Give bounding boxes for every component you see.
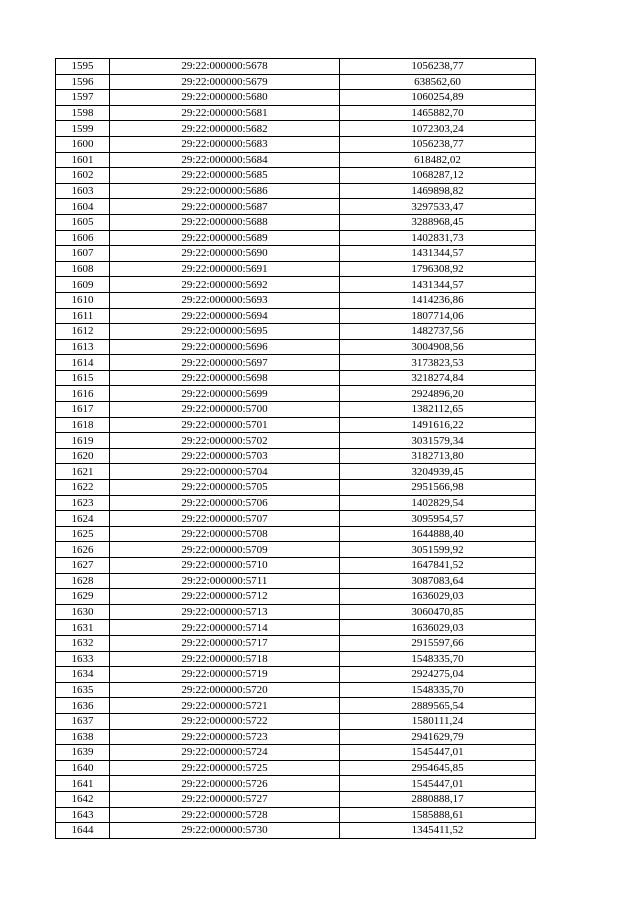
table-row [56, 168, 536, 184]
cadastral-number-cell: 29:22:000000:5703 [110, 448, 340, 464]
cadastral-number-cell: 29:22:000000:5702 [110, 433, 340, 449]
data-table-container [55, 58, 535, 839]
cadastral-number-cell: 29:22:000000:5696 [110, 339, 340, 355]
row-number-cell: 1640 [56, 760, 110, 776]
value-cell: 1796308,92 [340, 261, 536, 277]
row-number-cell: 1619 [56, 433, 110, 449]
row-number-cell: 1637 [56, 713, 110, 729]
row-number-cell: 1597 [56, 90, 110, 106]
value-cell: 1060254,89 [340, 90, 536, 106]
value-cell: 3182713,80 [340, 448, 536, 464]
table-row [56, 573, 536, 589]
table-row [56, 105, 536, 121]
table-row [56, 823, 536, 839]
row-number-cell: 1598 [56, 105, 110, 121]
value-cell: 1431344,57 [340, 246, 536, 262]
table-row [56, 635, 536, 651]
value-cell: 1636029,03 [340, 589, 536, 605]
row-number-cell: 1641 [56, 776, 110, 792]
value-cell: 3004908,56 [340, 339, 536, 355]
cadastral-number-cell: 29:22:000000:5695 [110, 324, 340, 340]
table-row [56, 495, 536, 511]
table-row [56, 713, 536, 729]
row-number-cell: 1621 [56, 464, 110, 480]
table-row [56, 308, 536, 324]
table-row [56, 651, 536, 667]
table-row [56, 90, 536, 106]
row-number-cell: 1617 [56, 402, 110, 418]
table-row [56, 620, 536, 636]
table-row [56, 667, 536, 683]
table-row [56, 760, 536, 776]
table-row [56, 542, 536, 558]
value-cell: 3060470,85 [340, 604, 536, 620]
cadastral-number-cell: 29:22:000000:5699 [110, 386, 340, 402]
table-row [56, 152, 536, 168]
row-number-cell: 1627 [56, 558, 110, 574]
table-body [56, 59, 536, 839]
row-number-cell: 1620 [56, 448, 110, 464]
row-number-cell: 1632 [56, 635, 110, 651]
value-cell: 3297533,47 [340, 199, 536, 215]
cadastral-number-cell: 29:22:000000:5722 [110, 713, 340, 729]
row-number-cell: 1644 [56, 823, 110, 839]
value-cell: 1345411,52 [340, 823, 536, 839]
table-row [56, 807, 536, 823]
row-number-cell: 1611 [56, 308, 110, 324]
value-cell: 1548335,70 [340, 682, 536, 698]
table-row [56, 292, 536, 308]
row-number-cell: 1607 [56, 246, 110, 262]
table-row [56, 74, 536, 90]
cadastral-number-cell: 29:22:000000:5712 [110, 589, 340, 605]
row-number-cell: 1600 [56, 136, 110, 152]
cadastral-number-cell: 29:22:000000:5725 [110, 760, 340, 776]
cadastral-number-cell: 29:22:000000:5680 [110, 90, 340, 106]
value-cell: 1072303,24 [340, 121, 536, 137]
cadastral-number-cell: 29:22:000000:5714 [110, 620, 340, 636]
value-cell: 2880888,17 [340, 791, 536, 807]
value-cell: 1482737,56 [340, 324, 536, 340]
table-row [56, 386, 536, 402]
value-cell: 1068287,12 [340, 168, 536, 184]
table-row [56, 59, 536, 75]
value-cell: 1636029,03 [340, 620, 536, 636]
cadastral-number-cell: 29:22:000000:5682 [110, 121, 340, 137]
row-number-cell: 1616 [56, 386, 110, 402]
cadastral-number-cell: 29:22:000000:5700 [110, 402, 340, 418]
value-cell: 1647841,52 [340, 558, 536, 574]
cadastral-number-cell: 29:22:000000:5708 [110, 526, 340, 542]
table-row [56, 183, 536, 199]
cadastral-number-cell: 29:22:000000:5679 [110, 74, 340, 90]
row-number-cell: 1601 [56, 152, 110, 168]
row-number-cell: 1628 [56, 573, 110, 589]
cadastral-number-cell: 29:22:000000:5688 [110, 214, 340, 230]
table-row [56, 355, 536, 371]
table-row [56, 370, 536, 386]
row-number-cell: 1612 [56, 324, 110, 340]
row-number-cell: 1610 [56, 292, 110, 308]
cadastral-number-cell: 29:22:000000:5678 [110, 59, 340, 75]
table-row [56, 402, 536, 418]
value-cell: 1807714,06 [340, 308, 536, 324]
row-number-cell: 1631 [56, 620, 110, 636]
cadastral-number-cell: 29:22:000000:5701 [110, 417, 340, 433]
row-number-cell: 1602 [56, 168, 110, 184]
cadastral-number-cell: 29:22:000000:5691 [110, 261, 340, 277]
row-number-cell: 1634 [56, 667, 110, 683]
value-cell: 2954645,85 [340, 760, 536, 776]
table-row [56, 791, 536, 807]
cadastral-number-cell: 29:22:000000:5730 [110, 823, 340, 839]
value-cell: 1402829,54 [340, 495, 536, 511]
row-number-cell: 1633 [56, 651, 110, 667]
cadastral-number-cell: 29:22:000000:5684 [110, 152, 340, 168]
cadastral-number-cell: 29:22:000000:5713 [110, 604, 340, 620]
value-cell: 3051599,92 [340, 542, 536, 558]
table-row [56, 339, 536, 355]
row-number-cell: 1643 [56, 807, 110, 823]
cadastral-number-cell: 29:22:000000:5705 [110, 480, 340, 496]
value-cell: 1382112,65 [340, 402, 536, 418]
cadastral-number-cell: 29:22:000000:5681 [110, 105, 340, 121]
value-cell: 1469898,82 [340, 183, 536, 199]
cadastral-number-cell: 29:22:000000:5683 [110, 136, 340, 152]
row-number-cell: 1609 [56, 277, 110, 293]
value-cell: 3204939,45 [340, 464, 536, 480]
cadastral-number-cell: 29:22:000000:5690 [110, 246, 340, 262]
table-row [56, 558, 536, 574]
table-row [56, 776, 536, 792]
table-row [56, 277, 536, 293]
table-row [56, 745, 536, 761]
value-cell: 1644888,40 [340, 526, 536, 542]
table-row [56, 136, 536, 152]
cadastral-number-cell: 29:22:000000:5726 [110, 776, 340, 792]
cadastral-number-cell: 29:22:000000:5728 [110, 807, 340, 823]
table-row [56, 199, 536, 215]
table-row [56, 729, 536, 745]
row-number-cell: 1630 [56, 604, 110, 620]
table-row [56, 230, 536, 246]
table-row [56, 214, 536, 230]
value-cell: 1545447,01 [340, 776, 536, 792]
value-cell: 3031579,34 [340, 433, 536, 449]
value-cell: 3288968,45 [340, 214, 536, 230]
cadastral-number-cell: 29:22:000000:5710 [110, 558, 340, 574]
value-cell: 3218274,84 [340, 370, 536, 386]
cadastral-number-cell: 29:22:000000:5718 [110, 651, 340, 667]
table-row [56, 698, 536, 714]
cadastral-number-cell: 29:22:000000:5698 [110, 370, 340, 386]
value-cell: 1585888,61 [340, 807, 536, 823]
table-row [56, 526, 536, 542]
row-number-cell: 1636 [56, 698, 110, 714]
value-cell: 1056238,77 [340, 59, 536, 75]
row-number-cell: 1599 [56, 121, 110, 137]
row-number-cell: 1606 [56, 230, 110, 246]
cadastral-number-cell: 29:22:000000:5692 [110, 277, 340, 293]
cadastral-number-cell: 29:22:000000:5724 [110, 745, 340, 761]
row-number-cell: 1638 [56, 729, 110, 745]
table-row [56, 511, 536, 527]
value-cell: 1465882,70 [340, 105, 536, 121]
cadastral-number-cell: 29:22:000000:5694 [110, 308, 340, 324]
cadastral-number-cell: 29:22:000000:5711 [110, 573, 340, 589]
cadastral-number-cell: 29:22:000000:5723 [110, 729, 340, 745]
table-row [56, 261, 536, 277]
cadastral-number-cell: 29:22:000000:5693 [110, 292, 340, 308]
cadastral-value-table [55, 58, 536, 839]
cadastral-number-cell: 29:22:000000:5706 [110, 495, 340, 511]
cadastral-number-cell: 29:22:000000:5719 [110, 667, 340, 683]
cadastral-number-cell: 29:22:000000:5717 [110, 635, 340, 651]
value-cell: 618482,02 [340, 152, 536, 168]
value-cell: 1545447,01 [340, 745, 536, 761]
cadastral-number-cell: 29:22:000000:5687 [110, 199, 340, 215]
cadastral-number-cell: 29:22:000000:5704 [110, 464, 340, 480]
value-cell: 3095954,57 [340, 511, 536, 527]
value-cell: 2941629,79 [340, 729, 536, 745]
row-number-cell: 1614 [56, 355, 110, 371]
cadastral-number-cell: 29:22:000000:5685 [110, 168, 340, 184]
row-number-cell: 1642 [56, 791, 110, 807]
row-number-cell: 1618 [56, 417, 110, 433]
value-cell: 3087083,64 [340, 573, 536, 589]
value-cell: 1431344,57 [340, 277, 536, 293]
value-cell: 638562,60 [340, 74, 536, 90]
table-row [56, 604, 536, 620]
table-row [56, 121, 536, 137]
row-number-cell: 1603 [56, 183, 110, 199]
value-cell: 1056238,77 [340, 136, 536, 152]
row-number-cell: 1622 [56, 480, 110, 496]
value-cell: 1491616,22 [340, 417, 536, 433]
row-number-cell: 1608 [56, 261, 110, 277]
row-number-cell: 1596 [56, 74, 110, 90]
row-number-cell: 1639 [56, 745, 110, 761]
value-cell: 1548335,70 [340, 651, 536, 667]
row-number-cell: 1625 [56, 526, 110, 542]
table-row [56, 433, 536, 449]
cadastral-number-cell: 29:22:000000:5709 [110, 542, 340, 558]
row-number-cell: 1615 [56, 370, 110, 386]
table-row [56, 480, 536, 496]
row-number-cell: 1604 [56, 199, 110, 215]
row-number-cell: 1605 [56, 214, 110, 230]
cadastral-number-cell: 29:22:000000:5697 [110, 355, 340, 371]
table-row [56, 246, 536, 262]
value-cell: 2915597,66 [340, 635, 536, 651]
table-row [56, 417, 536, 433]
cadastral-number-cell: 29:22:000000:5707 [110, 511, 340, 527]
cadastral-number-cell: 29:22:000000:5686 [110, 183, 340, 199]
cadastral-number-cell: 29:22:000000:5689 [110, 230, 340, 246]
row-number-cell: 1629 [56, 589, 110, 605]
table-row [56, 464, 536, 480]
value-cell: 2924275,04 [340, 667, 536, 683]
value-cell: 2889565,54 [340, 698, 536, 714]
cadastral-number-cell: 29:22:000000:5721 [110, 698, 340, 714]
table-row [56, 324, 536, 340]
value-cell: 3173823,53 [340, 355, 536, 371]
row-number-cell: 1623 [56, 495, 110, 511]
value-cell: 1580111,24 [340, 713, 536, 729]
row-number-cell: 1595 [56, 59, 110, 75]
cadastral-number-cell: 29:22:000000:5727 [110, 791, 340, 807]
row-number-cell: 1624 [56, 511, 110, 527]
value-cell: 1402831,73 [340, 230, 536, 246]
row-number-cell: 1635 [56, 682, 110, 698]
value-cell: 2951566,98 [340, 480, 536, 496]
table-row [56, 682, 536, 698]
table-row [56, 589, 536, 605]
row-number-cell: 1626 [56, 542, 110, 558]
value-cell: 1414236,86 [340, 292, 536, 308]
table-row [56, 448, 536, 464]
row-number-cell: 1613 [56, 339, 110, 355]
cadastral-number-cell: 29:22:000000:5720 [110, 682, 340, 698]
value-cell: 2924896,20 [340, 386, 536, 402]
